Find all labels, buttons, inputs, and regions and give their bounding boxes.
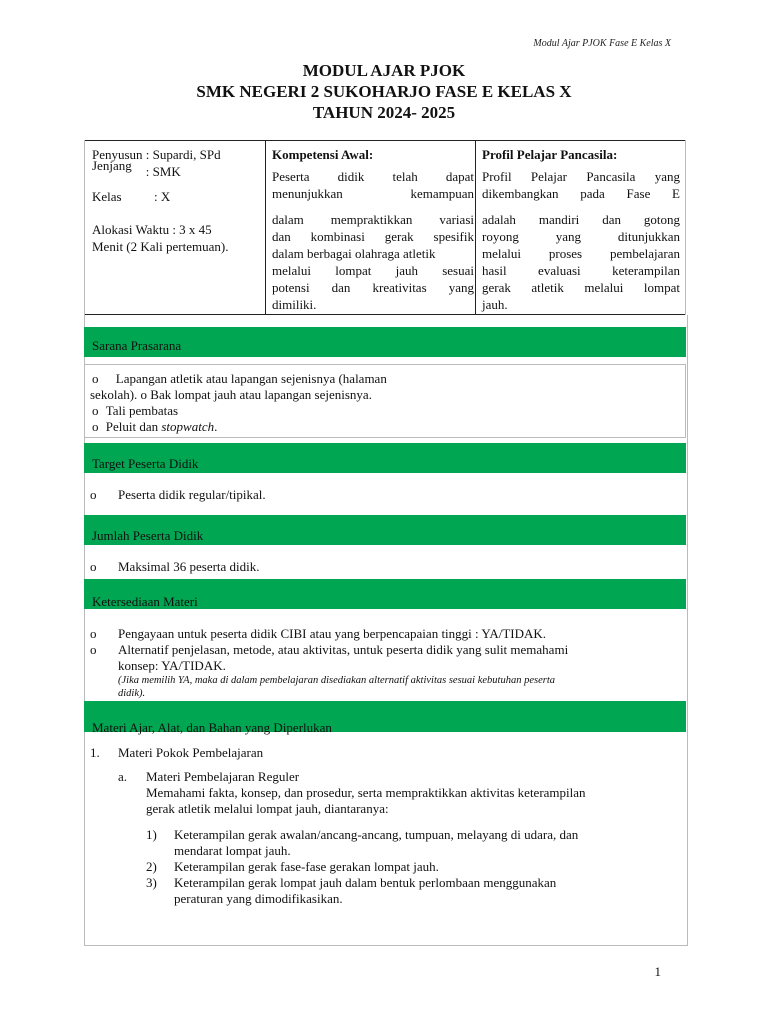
running-header: Modul Ajar PJOK Fase E Kelas X [533,38,671,49]
target-item: Peserta didik regular/tipikal. [118,487,266,502]
sarana-item-3: Tali pembatas [105,403,179,418]
profil-line: gerak atletik melalui lompat [482,280,680,295]
list-number: 1. [90,745,100,760]
sarana-item-4: Peluit dan stopwatch. [105,419,218,434]
profil-line: melalui proses pembelajaran [482,246,680,261]
kompetensi-line: Peserta didik telah dapat [272,169,474,184]
section-band-ketersediaan [84,579,686,609]
target-heading: Target Peserta Didik [92,456,199,471]
table-top-rule [84,140,686,141]
kompetensi-heading: Kompetensi Awal: [272,147,374,162]
list-item [90,487,680,503]
list-item [146,875,586,907]
materi-heading: Materi Ajar, Alat, dan Bahan yang Diperlukan [92,720,332,735]
kelas-label: Kelas [92,189,122,204]
materi-pokok-row [90,745,680,761]
section-band-materi [84,701,686,735]
materi-reguler-desc-cont: gerak atletik melalui lompat jauh, diantaranya: [146,801,389,816]
ketersediaan-note-cont: didik). [118,688,146,699]
penyusun-text: Penyusun : Supardi, SPd [92,147,221,162]
profil-line: royong yang ditunjukkan [482,229,680,244]
kompetensi-line: dalam mempraktikkan variasi [272,212,474,227]
skill-item-text: Keterampilan gerak fase-fase gerakan lompat jauh. [174,859,439,874]
profil-line: hasil evaluasi keterampilan [482,263,680,278]
materi-pokok-title: Materi Pokok Pembelajaran [118,745,264,760]
list-number: 2) [146,859,157,874]
title-line-3: TAHUN 2024- 2025 [312,103,456,122]
list-letter: a. [118,769,128,784]
skill-item-text: Keterampilan gerak lompat jauh dalam bentuk perlombaan menggunakan [174,875,557,890]
kompetensi-line: dalam berbagai olahraga atletik [272,246,436,261]
list-item [90,559,680,575]
skill-item-text-cont: peraturan yang dimodifikasikan. [174,891,343,906]
list-item [146,859,586,875]
page-number: 1 [654,964,661,979]
materi-reguler-row [90,769,680,907]
sarana-item-2: Bak lompat jauh atau lapangan sejenisnya. [150,387,372,402]
title-line-1: MODUL AJAR PJOK [302,61,466,80]
ketersediaan-heading: Ketersediaan Materi [92,594,198,609]
alokasi-line-1: Alokasi Waktu : 3 x 45 [92,222,212,237]
section-band-target [84,443,686,473]
bullet-mark: o [92,371,99,386]
jenjang-label: Jenjang [92,158,132,173]
table-divider-2 [475,140,476,315]
bullet-mark: o [140,387,148,402]
document-title [0,60,768,123]
bullet-mark: o [90,642,97,657]
profil-cell [482,146,680,313]
sarana-item-1: Lapangan atletik atau lapangan sejenisnya (halaman [115,371,387,386]
bullet-mark: o [90,487,97,502]
bullet-mark: o [90,559,97,574]
kompetensi-line: melalui lompat jauh sesuai [272,263,474,278]
list-item [146,827,586,859]
jenjang-value: : SMK [145,164,181,179]
skill-item-text-cont: mendarat lompat jauh. [174,843,291,858]
profil-heading: Profil Pelajar Pancasila: [482,147,618,162]
materi-reguler-title: Materi Pembelajaran Reguler [146,769,300,784]
kompetensi-cell [272,146,474,313]
list-number: 1) [146,827,157,842]
sarana-list [92,371,682,435]
jumlah-heading: Jumlah Peserta Didik [92,528,204,543]
kompetensi-line: potensi dan kreativitas yang [272,280,474,295]
profil-line: dikembangkan pada Fase E [482,186,680,201]
ketersediaan-list [90,626,680,700]
ketersediaan-item-2-cont: konsep: YA/TIDAK. [118,658,226,673]
alokasi-line-2: Menit (2 Kali pertemuan). [92,239,229,254]
list-item [90,642,680,658]
list-number: 3) [146,875,157,890]
profil-line: adalah mandiri dan gotong [482,212,680,227]
materi-content [90,745,680,907]
jumlah-list [90,559,680,575]
section-band-sarana [84,327,686,357]
ketersediaan-item-1: Pengayaan untuk peserta didik CIBI atau yang berpencapaian tinggi : YA/TIDAK. [118,626,547,641]
list-item [90,626,680,642]
skill-item-text: Keterampilan gerak awalan/ancang-ancang, tumpuan, melayang di udara, dan [174,827,579,842]
profil-line: Profil Pelajar Pancasila yang [482,169,680,184]
identity-cell [92,146,264,255]
identity-table [84,140,686,315]
kompetensi-line: menunjukkan kemampuan [272,186,474,201]
table-left-border [84,140,85,315]
materi-reguler-desc: Memahami fakta, konsep, dan prosedur, serta mempraktikkan aktivitas keterampilan [146,785,586,800]
jumlah-item: Maksimal 36 peserta didik. [118,559,260,574]
kelas-value: : X [154,189,171,204]
bullet-mark: o [92,419,99,434]
section-band-jumlah [84,515,686,545]
kompetensi-line: dimiliki. [272,297,317,312]
title-line-2: SMK NEGERI 2 SUKOHARJO FASE E KELAS X [196,82,572,101]
target-list [90,487,680,503]
kompetensi-line: dan kombinasi gerak spesifik [272,229,474,244]
sarana-item-1-cont: sekolah). [90,387,138,402]
table-right-border [685,140,686,315]
ketersediaan-note: (Jika memilih YA, maka di dalam pembelajaran disediakan alternatif aktivitas sesuai kebutuhan peserta [118,675,555,686]
table-divider-1 [265,140,266,315]
sarana-heading: Sarana Prasarana [92,338,182,353]
bullet-mark: o [92,403,99,418]
ketersediaan-item-2: Alternatif penjelasan, metode, atau aktivitas, untuk peserta didik yang sulit memahami [118,642,569,657]
bullet-mark: o [90,626,97,641]
profil-line: jauh. [482,297,508,312]
